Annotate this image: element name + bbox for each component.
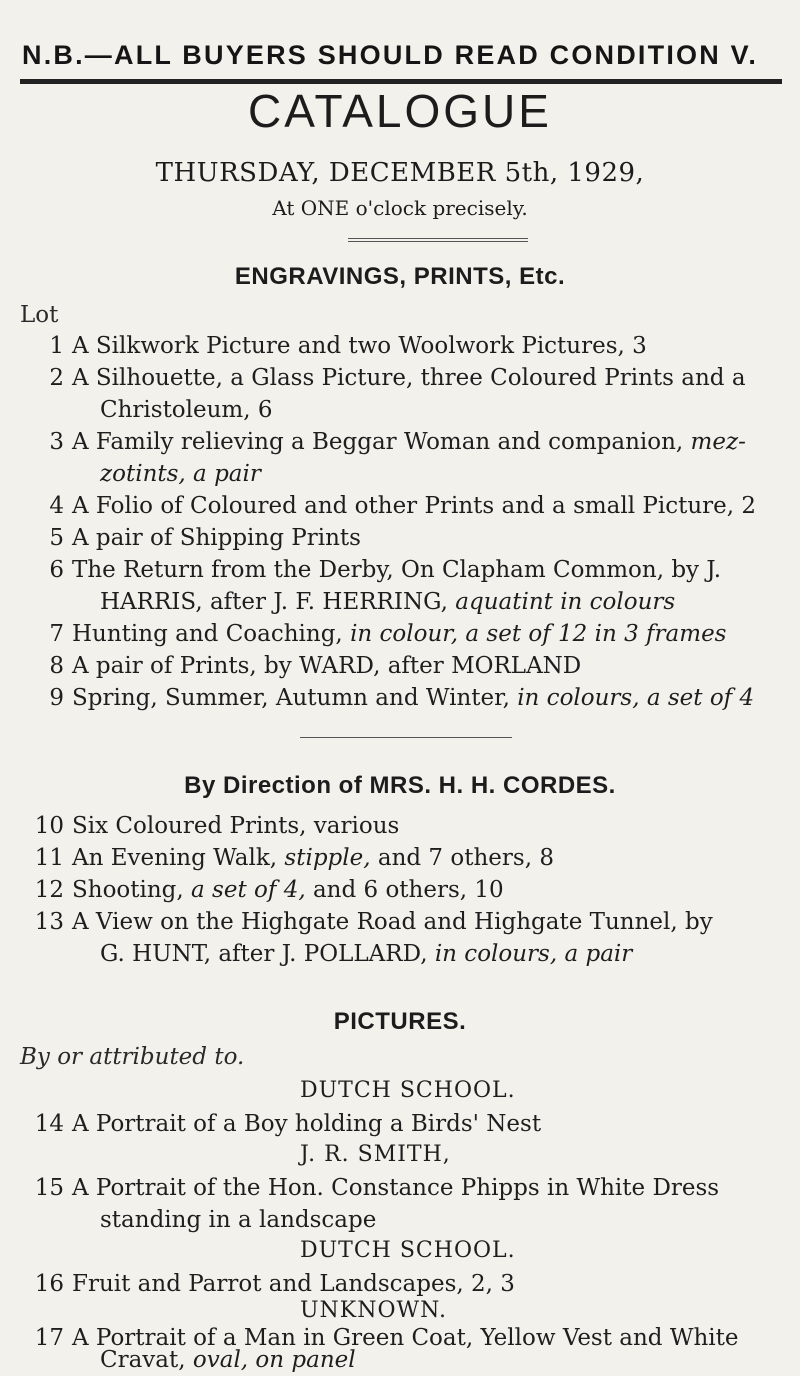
lot-number: 4 [49, 493, 64, 519]
lot-description: A pair of Prints, by WARD, after MORLAND [72, 653, 582, 679]
section-divider [300, 737, 512, 738]
sale-time: At ONE o'clock precisely. [272, 196, 528, 220]
lot-description: A Portrait of a Boy holding a Birds' Nest [72, 1111, 542, 1137]
artist-attribution: UNKNOWN. [300, 1298, 447, 1323]
lot-number: 15 [34, 1175, 64, 1201]
lot-number: 7 [49, 621, 64, 647]
lot-number: 2 [49, 365, 64, 391]
lot-description: A Family relieving a Beggar Woman and companion, mez- [72, 429, 746, 455]
lot-description: Fruit and Parrot and Landscapes, 2, 3 [72, 1271, 515, 1297]
lot-description: Hunting and Coaching, in colour, a set of 12 in 3 frames [72, 621, 727, 647]
section-heading-direction: By Direction of MRS. H. H. CORDES. [184, 772, 616, 799]
lot-description: Six Coloured Prints, various [72, 813, 400, 839]
lot-description: A Silkwork Picture and two Woolwork Pictures, 3 [72, 333, 647, 359]
lot-description: A Portrait of a Man in Green Coat, Yellow Vest and White [72, 1325, 739, 1351]
lot-column-label: Lot [20, 302, 59, 328]
lot-number: 1 [49, 333, 64, 359]
lot-number: 3 [49, 429, 64, 455]
lot-description-continued: Cravat, oval, on panel [100, 1347, 356, 1373]
lot-number: 8 [49, 653, 64, 679]
lot-description: A View on the Highgate Road and Highgate Tunnel, by [72, 909, 713, 935]
lot-description: Spring, Summer, Autumn and Winter, in colours, a set of 4 [72, 685, 755, 711]
condition-banner: N.B.—ALL BUYERS SHOULD READ CONDITION V. [22, 40, 759, 70]
lot-description-continued: zotints, a pair [100, 461, 261, 487]
lot-number: 6 [49, 557, 64, 583]
lot-description: The Return from the Derby, On Clapham Common, by J. [72, 557, 722, 583]
catalogue-title: CATALOGUE [248, 85, 552, 137]
lot-description: Shooting, a set of 4, and 6 others, 10 [72, 877, 504, 903]
lot-description-continued: standing in a landscape [100, 1207, 377, 1233]
lot-number: 5 [49, 525, 64, 551]
attribution-label: By or attributed to. [20, 1044, 245, 1070]
lot-description-continued: Christoleum, 6 [100, 397, 273, 423]
lot-description: An Evening Walk, stipple, and 7 others, 8 [72, 845, 554, 871]
lot-number: 10 [34, 813, 64, 839]
lot-number: 17 [34, 1325, 64, 1351]
lot-description: A Folio of Coloured and other Prints and a small Picture, 2 [72, 493, 757, 519]
lot-number: 13 [34, 909, 64, 935]
lot-description-continued: HARRIS, after J. F. HERRING, aquatint in colours [100, 589, 676, 615]
lot-description: A pair of Shipping Prints [72, 525, 361, 551]
lot-number: 12 [34, 877, 64, 903]
artist-attribution: J. R. SMITH, [300, 1142, 451, 1167]
lot-number: 11 [34, 845, 64, 871]
double-rule-divider [348, 238, 528, 242]
lot-description: A Portrait of the Hon. Constance Phipps in White Dress [72, 1175, 720, 1201]
artist-attribution: DUTCH SCHOOL. [300, 1078, 516, 1103]
lot-number: 16 [34, 1271, 64, 1297]
section-heading-pictures: PICTURES. [333, 1008, 467, 1035]
lot-number: 14 [34, 1111, 64, 1137]
lot-description-continued: G. HUNT, after J. POLLARD, in colours, a pair [100, 941, 633, 967]
sale-date: THURSDAY, DECEMBER 5th, 1929, [155, 158, 645, 188]
artist-attribution: DUTCH SCHOOL. [300, 1238, 516, 1263]
lot-number: 9 [49, 685, 64, 711]
lot-description: A Silhouette, a Glass Picture, three Coloured Prints and a [72, 365, 746, 391]
section-heading-engravings: ENGRAVINGS, PRINTS, Etc. [234, 263, 566, 290]
